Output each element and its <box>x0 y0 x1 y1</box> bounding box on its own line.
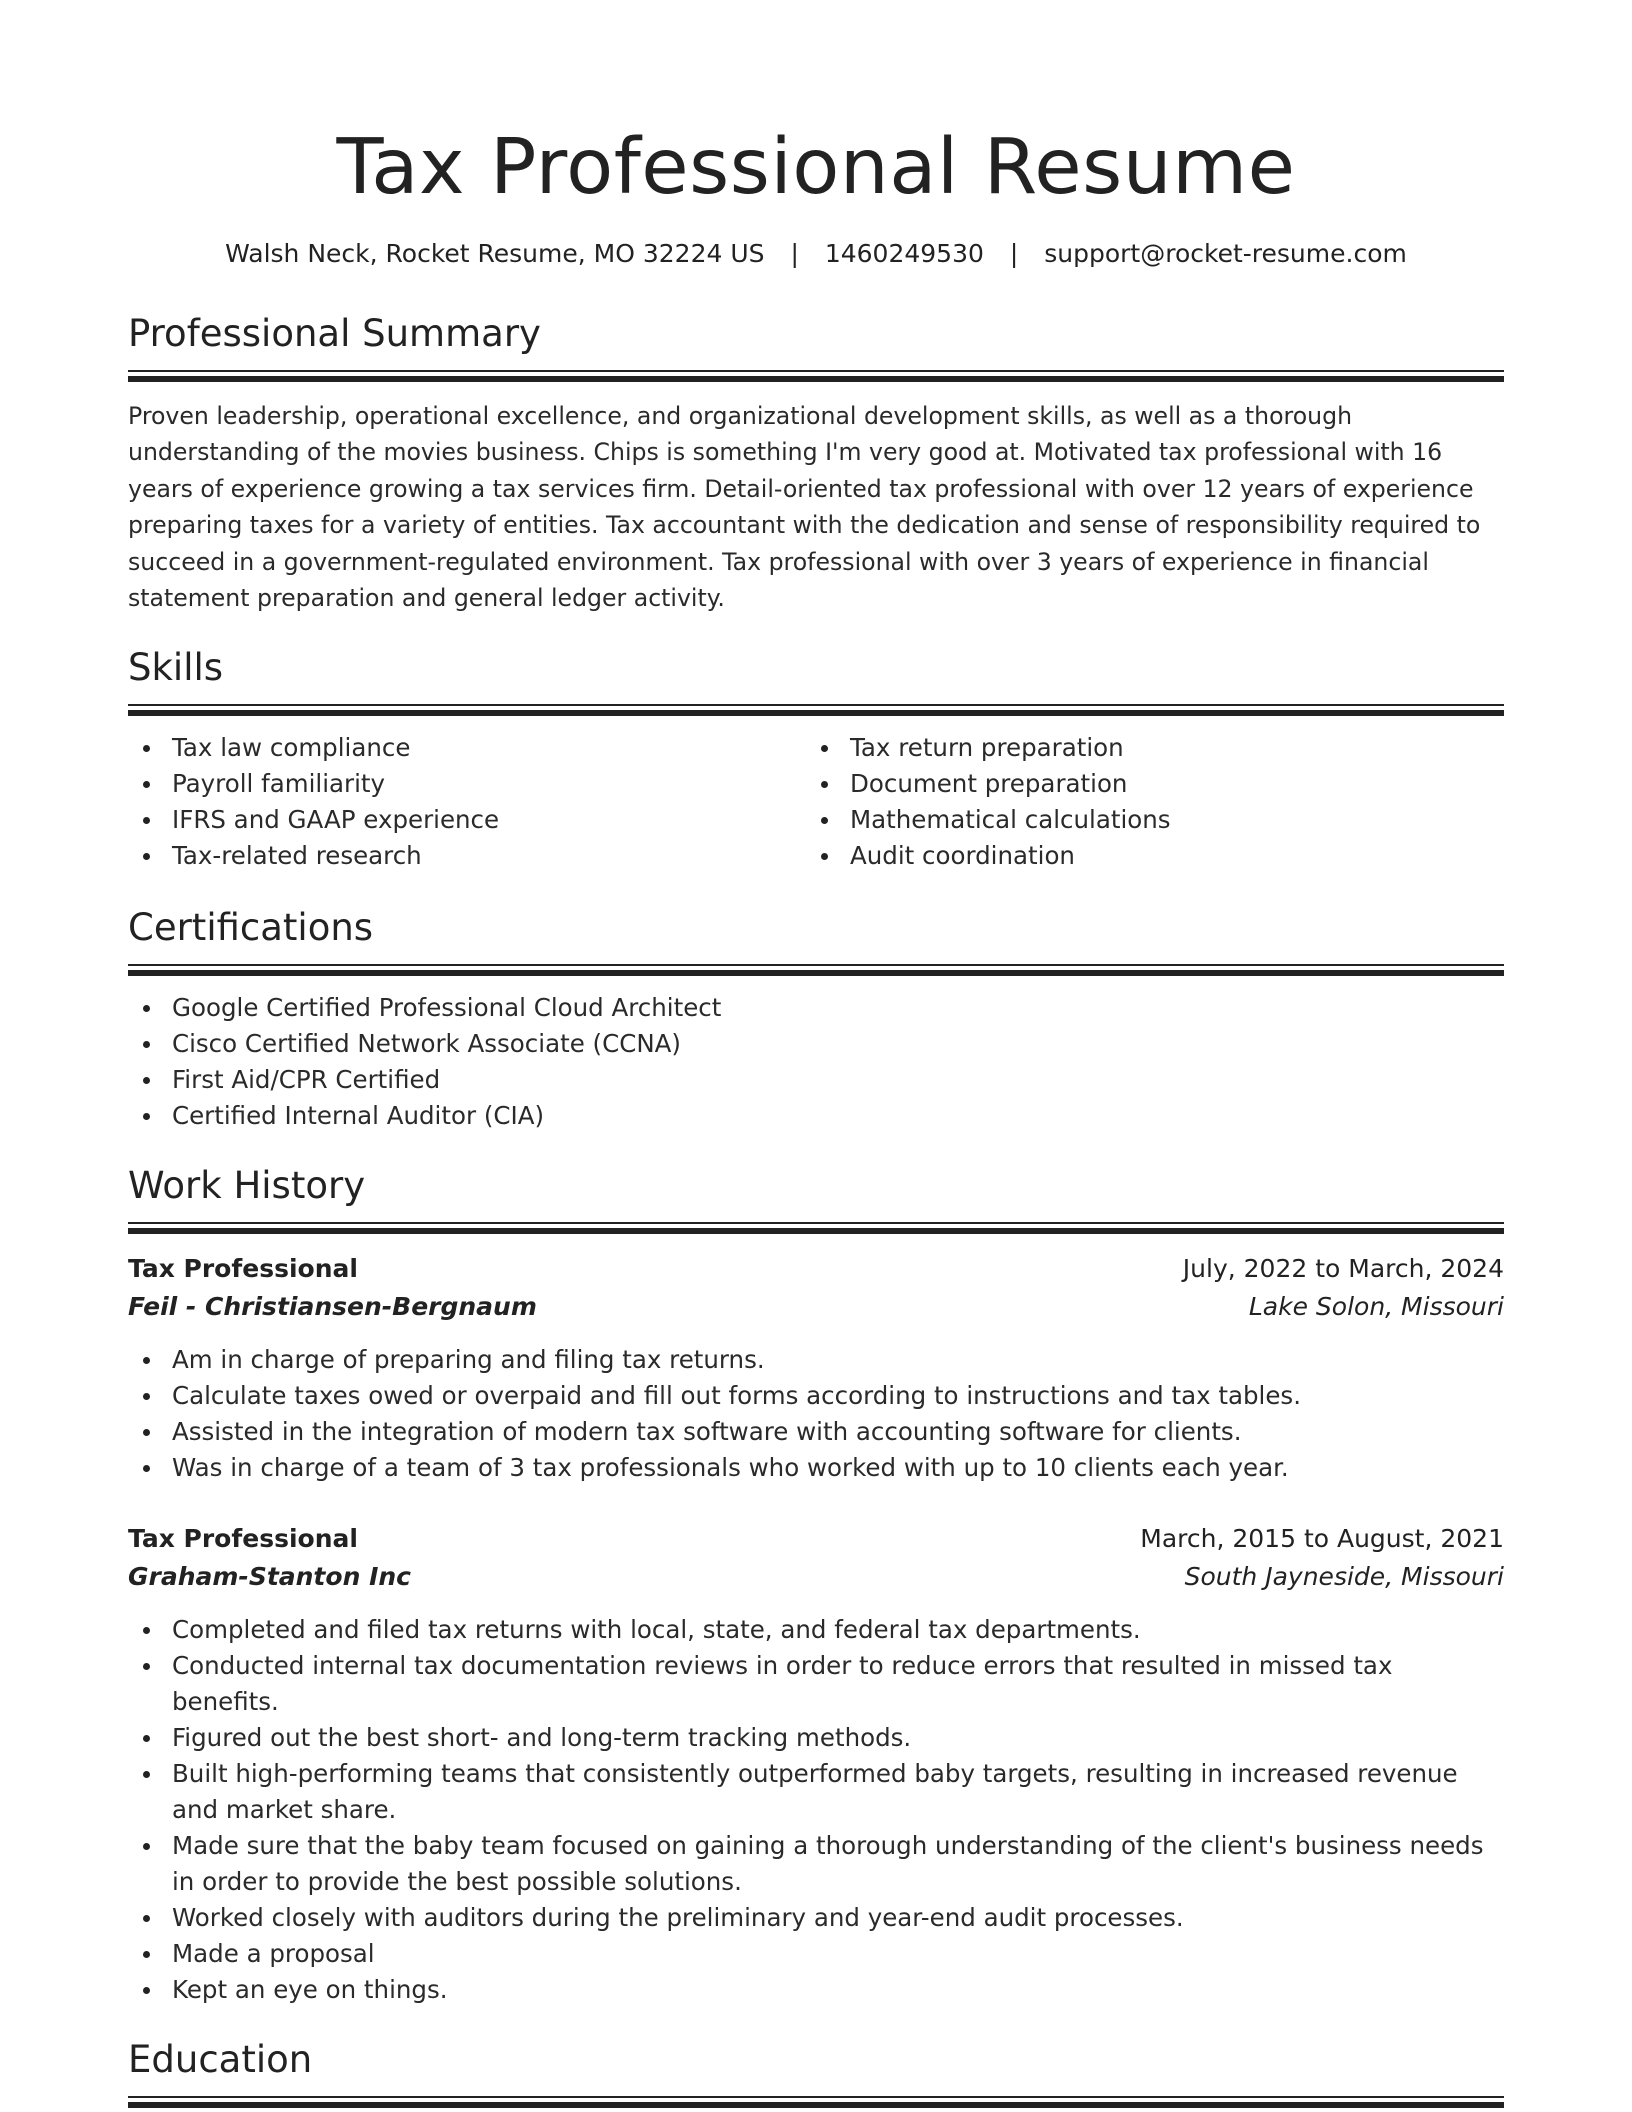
job-duties-list <box>128 1612 1504 2008</box>
job-entry <box>128 1250 1504 1486</box>
section-divider <box>128 964 1504 976</box>
job-header-row <box>128 1250 1504 1288</box>
job-duty-item: Made a proposal <box>128 1936 1504 1972</box>
job-title: Tax Professional <box>128 1524 358 1554</box>
skill-item: Mathematical calculations <box>806 802 1484 838</box>
job-title: Tax Professional <box>128 1254 358 1284</box>
contact-separator: | <box>790 239 799 268</box>
skill-item: Payroll familiarity <box>128 766 806 802</box>
certification-item: Certified Internal Auditor (CIA) <box>128 1098 1504 1134</box>
certification-item: Cisco Certified Network Associate (CCNA) <box>128 1026 1504 1062</box>
job-duty-item: Built high-performing teams that consistently outperformed baby targets, resulting in increased revenue and market share. <box>128 1756 1504 1828</box>
job-company: Graham-Stanton Inc <box>128 1562 411 1592</box>
job-location: Lake Solon, Missouri <box>1248 1292 1504 1322</box>
job-company-row <box>128 1288 1504 1326</box>
skills-list-right <box>806 730 1484 874</box>
certifications-list <box>128 990 1504 1134</box>
job-duties-list <box>128 1342 1504 1486</box>
job-duty-item: Completed and filed tax returns with local, state, and federal tax departments. <box>128 1612 1504 1648</box>
job-duty-item: Kept an eye on things. <box>128 1972 1504 2008</box>
job-duty-item: Made sure that the baby team focused on gaining a thorough understanding of the client's business needs in order to provide the best possible solutions. <box>128 1828 1504 1900</box>
job-company: Feil - Christiansen-Bergnaum <box>128 1292 537 1322</box>
resume-title: Tax Professional Resume <box>336 123 1296 212</box>
certification-item: First Aid/CPR Certified <box>128 1062 1504 1098</box>
job-duty-item: Worked closely with auditors during the preliminary and year-end audit processes. <box>128 1900 1504 1936</box>
summary-section <box>128 312 1504 616</box>
job-entry <box>128 1520 1504 2008</box>
section-divider <box>128 2096 1504 2108</box>
section-heading-summary: Professional Summary <box>128 312 541 355</box>
job-company-row <box>128 1558 1504 1596</box>
skill-item: Tax return preparation <box>806 730 1484 766</box>
job-duty-item: Calculate taxes owed or overpaid and fill out forms according to instructions and tax tables. <box>128 1378 1504 1414</box>
section-heading-skills: Skills <box>128 646 224 690</box>
education-section <box>128 2038 1504 2108</box>
skills-section <box>128 646 1504 874</box>
skill-item: Audit coordination <box>806 838 1484 874</box>
section-divider <box>128 1222 1504 1234</box>
job-duty-item: Figured out the best short- and long-term tracking methods. <box>128 1720 1504 1756</box>
section-heading-certifications: Certifications <box>128 906 374 950</box>
section-divider <box>128 370 1504 382</box>
section-heading-work-history: Work History <box>128 1164 366 1208</box>
contact-separator: | <box>1009 239 1019 268</box>
contact-phone: 1460249530 <box>824 239 984 268</box>
skill-item: Document preparation <box>806 766 1484 802</box>
resume-page <box>128 0 1504 2108</box>
job-duty-item: Am in charge of preparing and filing tax returns. <box>128 1342 1504 1378</box>
contact-line <box>128 238 1504 270</box>
certification-item: Google Certified Professional Cloud Architect <box>128 990 1504 1026</box>
skill-item: Tax-related research <box>128 838 806 874</box>
contact-email: support@rocket-resume.com <box>1044 239 1407 268</box>
job-location: South Jayneside, Missouri <box>1184 1562 1504 1592</box>
job-duty-item: Conducted internal tax documentation reviews in order to reduce errors that resulted in missed tax benefits. <box>128 1648 1504 1720</box>
certifications-section <box>128 906 1504 1134</box>
section-heading-education: Education <box>128 2038 313 2082</box>
job-duty-item: Assisted in the integration of modern tax software with accounting software for clients. <box>128 1414 1504 1450</box>
section-divider <box>128 704 1504 716</box>
job-dates: March, 2015 to August, 2021 <box>1140 1524 1504 1554</box>
summary-text: Proven leadership, operational excellence, and organizational development skills, as well as a thorough understanding of the movies business. Chips is something I'm very good at. Motivated tax professional with 16 years of experience growing a tax services firm. Detail-oriented tax professional with over 12 years of experience preparing taxes for a variety of entities. Tax accountant with the dedication and sense of responsibility required to succeed in a government-regulated environment. Tax professional with over 3 years of experience in financial statement preparation and general ledger activity. <box>128 402 1481 613</box>
skills-grid <box>128 730 1504 874</box>
job-dates: July, 2022 to March, 2024 <box>1182 1254 1504 1284</box>
work-history-section <box>128 1164 1504 2008</box>
contact-address: Walsh Neck, Rocket Resume, MO 32224 US <box>225 239 765 268</box>
job-duty-item: Was in charge of a team of 3 tax professionals who worked with up to 10 clients each year. <box>128 1450 1504 1486</box>
skill-item: Tax law compliance <box>128 730 806 766</box>
job-header-row <box>128 1520 1504 1558</box>
skill-item: IFRS and GAAP experience <box>128 802 806 838</box>
skills-list-left <box>128 730 806 874</box>
